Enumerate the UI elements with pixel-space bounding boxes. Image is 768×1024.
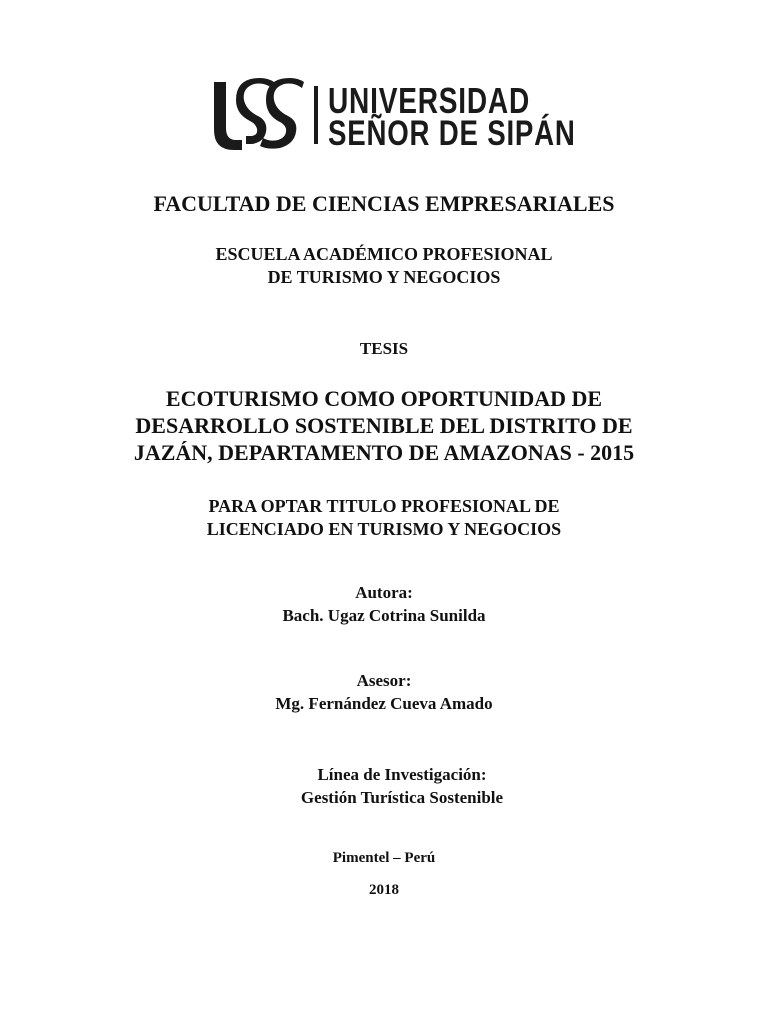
research-line-value: Gestión Turística Sostenible	[300, 788, 504, 807]
thesis-title-line-3: JAZÁN, DEPARTAMENTO DE AMAZONAS - 2015	[133, 440, 635, 465]
uss-emblem-icon	[208, 78, 308, 154]
thesis-title-line-1: ECOTURISMO COMO OPORTUNIDAD DE	[165, 386, 603, 411]
research-line-block	[18, 763, 768, 809]
advisor-label: Asesor:	[356, 671, 412, 690]
logo-divider	[314, 86, 318, 144]
logo-text-universidad: UNIVERSIDAD	[328, 80, 531, 121]
thesis-title-line-2: DESARROLLO SOSTENIBLE DEL DISTRITO DE	[135, 413, 633, 438]
school-line-1: ESCUELA ACADÉMICO PROFESIONAL	[215, 244, 553, 264]
place-text: Pimentel – Perú	[332, 850, 436, 866]
document-type	[0, 339, 768, 359]
school-heading	[0, 243, 768, 289]
university-logo	[208, 78, 578, 156]
faculty-name: FACULTAD DE CIENCIAS EMPRESARIALES	[153, 191, 615, 216]
degree-line-1: PARA OPTAR TITULO PROFESIONAL DE	[208, 496, 560, 516]
degree-statement	[0, 495, 768, 541]
year	[0, 882, 768, 899]
degree-line-2: LICENCIADO EN TURISMO Y NEGOCIOS	[206, 519, 562, 539]
author-label: Autora:	[355, 583, 413, 602]
school-line-2: DE TURISMO Y NEGOCIOS	[267, 267, 501, 287]
document-type-label: TESIS	[359, 339, 409, 358]
faculty-heading	[0, 191, 768, 217]
advisor-block	[0, 669, 768, 715]
logo-text-senor-de-sipan: SEÑOR DE SIPÁN	[328, 114, 576, 153]
author-block	[0, 581, 768, 627]
advisor-name: Mg. Fernández Cueva Amado	[275, 694, 493, 713]
thesis-title	[0, 385, 768, 466]
author-name: Bach. Ugaz Cotrina Sunilda	[282, 606, 486, 625]
place	[0, 850, 768, 867]
year-text: 2018	[369, 882, 399, 898]
research-line-label: Línea de Investigación:	[317, 765, 487, 784]
